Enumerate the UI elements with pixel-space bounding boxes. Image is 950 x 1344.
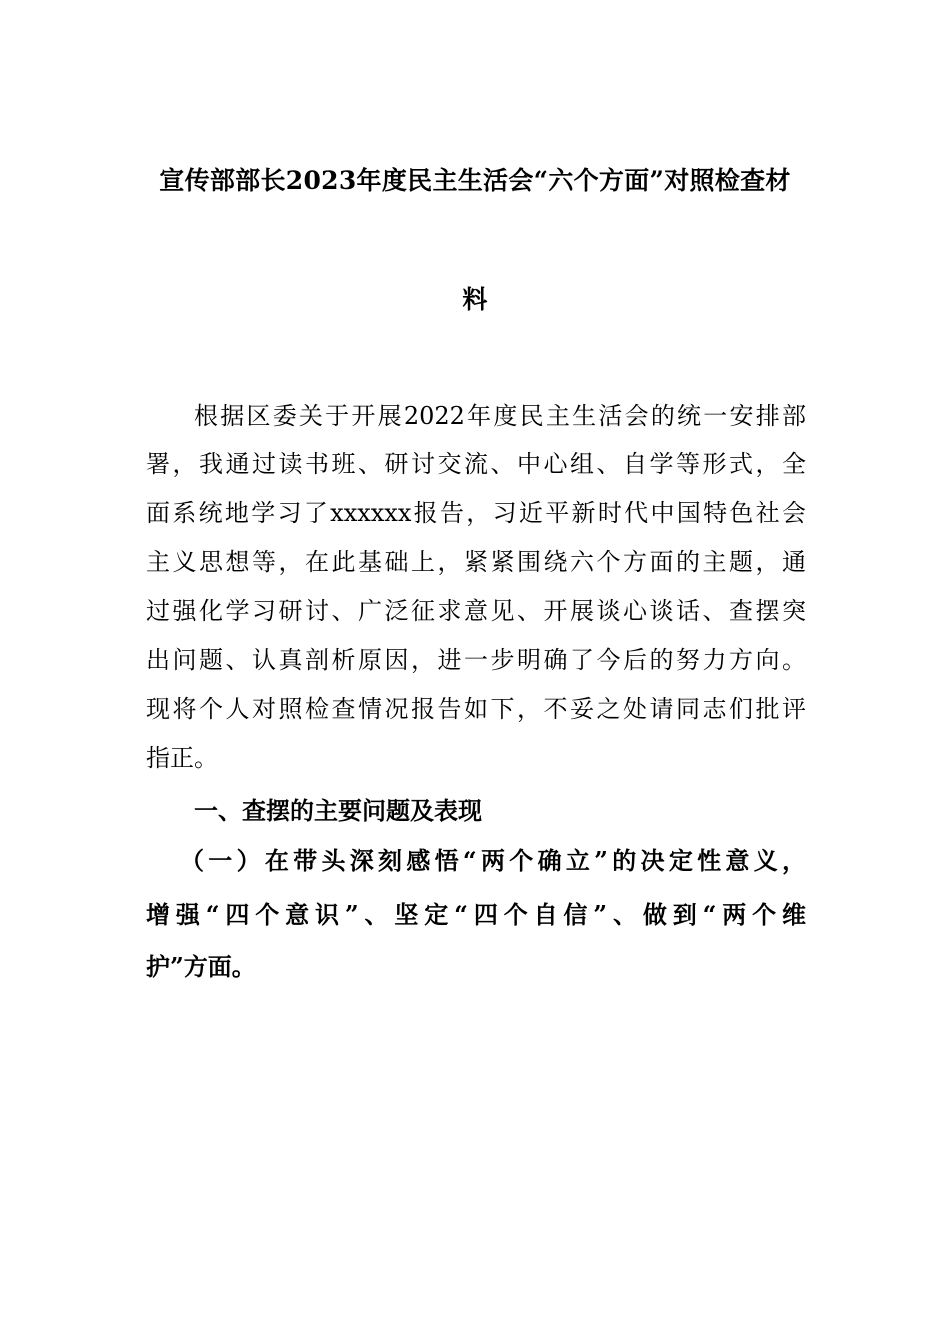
subsection-heading-line-2: 增强“四个意识”、坚定“四个自信”、做到“两个维 (146, 900, 806, 929)
intro-paragraph-line-7: 现将个人对照检查情况报告如下，不妥之处请同志们批评 (146, 695, 806, 723)
section-heading: 一、查摆的主要问题及表现 (194, 797, 482, 825)
intro-paragraph-line-6: 出问题、认真剖析原因，进一步明确了今后的努力方向。 (146, 646, 806, 674)
intro-paragraph-line-3: 面系统地学习了xxxxxx报告，习近平新时代中国特色社会 (146, 499, 806, 527)
subsection-heading-line-1: （一）在带头深刻感悟“两个确立”的决定性意义， (180, 846, 806, 875)
intro-paragraph-line-8: 指正。 (146, 744, 218, 772)
document-title-line-1: 宣传部部长2023年度民主生活会“六个方面”对照检查材 (159, 166, 791, 195)
intro-paragraph-line-4: 主义思想等，在此基础上，紧紧围绕六个方面的主题，通 (146, 548, 806, 576)
intro-paragraph-line-1: 根据区委关于开展2022年度民主生活会的统一安排部 (194, 402, 806, 430)
document-title-line-2: 料 (462, 285, 488, 314)
intro-paragraph-line-2: 署，我通过读书班、研讨交流、中心组、自学等形式，全 (146, 450, 806, 478)
intro-paragraph-line-5: 过强化学习研讨、广泛征求意见、开展谈心谈话、查摆突 (146, 597, 806, 625)
subsection-heading-line-3: 护”方面。 (146, 952, 256, 981)
